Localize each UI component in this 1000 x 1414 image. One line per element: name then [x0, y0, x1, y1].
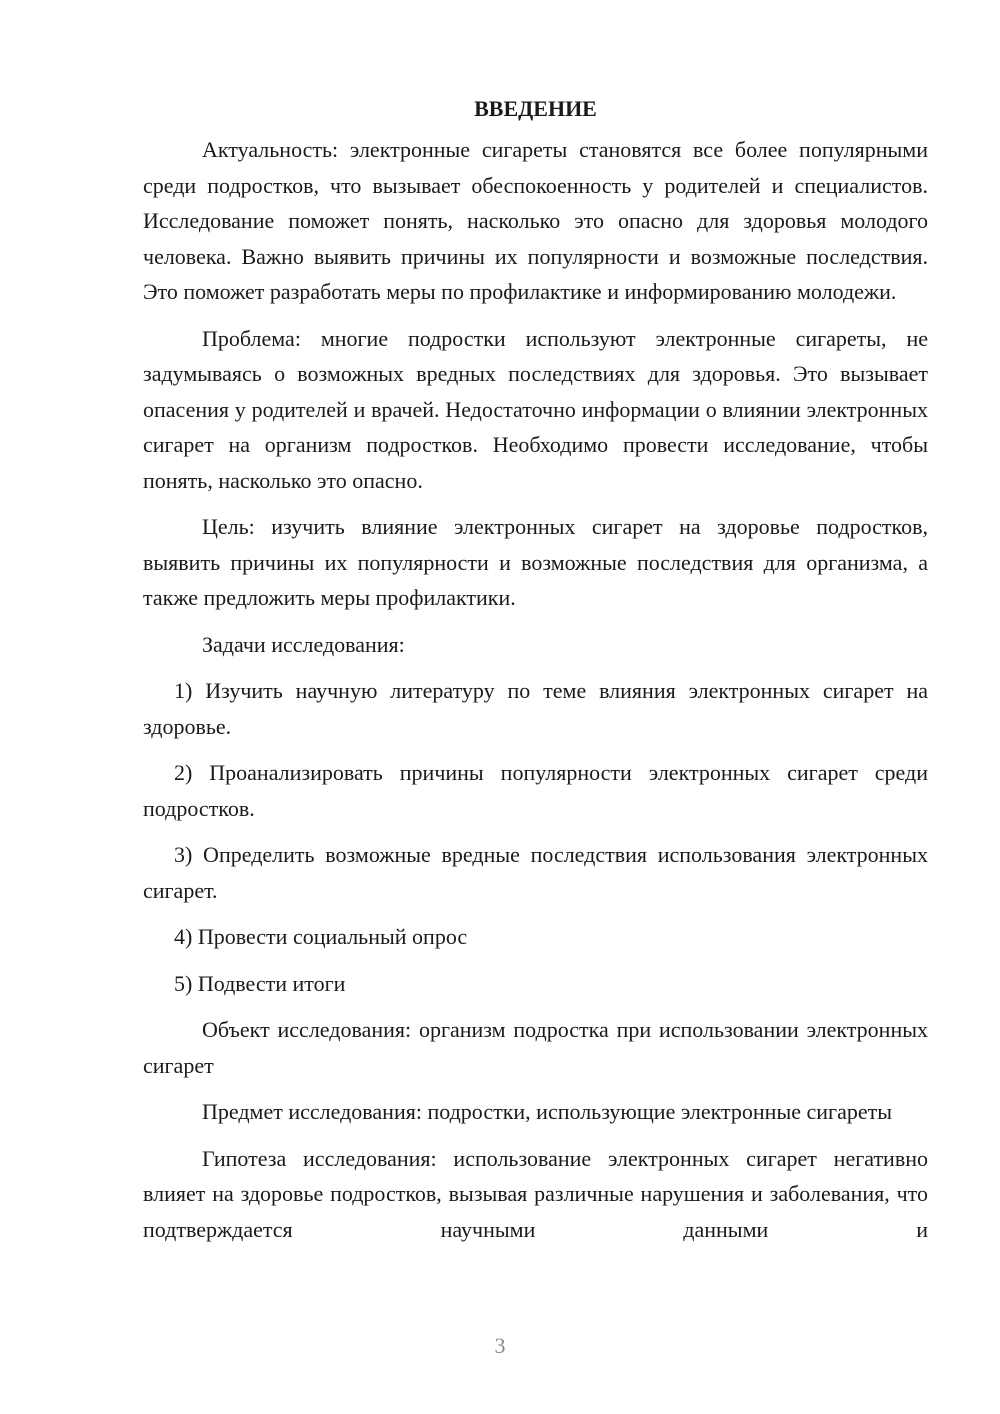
- section-title: ВВЕДЕНИЕ: [474, 96, 597, 121]
- task-item-1: 1) Изучить научную литературу по теме влияния электронных сигарет на здоровье.: [143, 678, 928, 739]
- paragraph-object: Объект исследования: организм подростка при использовании электронных сигарет: [143, 1017, 928, 1078]
- task-item-4: 4) Провести социальный опрос: [174, 924, 468, 949]
- paragraph-problem: Проблема: многие подростки используют электронные сигареты, не задумываясь о возможных вредных последствиях для здоровья. Это вызывает опасения у родителей и врачей. Недостаточно информации о влиянии электронных сигарет на организм подростков. Необходимо провести исследование, чтобы понять, насколько это опасно.: [143, 325, 928, 493]
- paragraph-goal: Цель: изучить влияние электронных сигарет на здоровье подростков, выявить причины их популярности и возможные последствия для организма, а также предложить меры профилактики.: [143, 514, 928, 610]
- task-item-3: 3) Определить возможные вредные последствия использования электронных сигарет.: [143, 842, 928, 903]
- task-item-5: 5) Подвести итоги: [174, 970, 346, 996]
- task-item-2: 2) Проанализировать причины популярности электронных сигарет среди подростков.: [143, 760, 928, 821]
- paragraph-hypothesis: Гипотеза исследования: использование электронных сигарет негативно влияет на здоровье подростков, вызывая различные нарушения и заболевания, что подтверждается научными данными и: [143, 1145, 928, 1242]
- document-body: [143, 92, 928, 1258]
- paragraph-relevance: Актуальность: электронные сигареты становятся все более популярными среди подростков, что вызывает обеспокоенность у родителей и специалистов. Исследование поможет понять, насколько это опасно для здоровья молодого человека. Важно выявить причины их популярности и возможные последствия. Это поможет разработать меры по профилактике и информированию молодежи.: [143, 137, 928, 304]
- paragraph-tasks-heading: Задачи исследования:: [202, 631, 405, 657]
- page-number: 3: [494, 1333, 506, 1358]
- paragraph-subject: Предмет исследования: подростки, использующие электронные сигареты: [202, 1099, 892, 1124]
